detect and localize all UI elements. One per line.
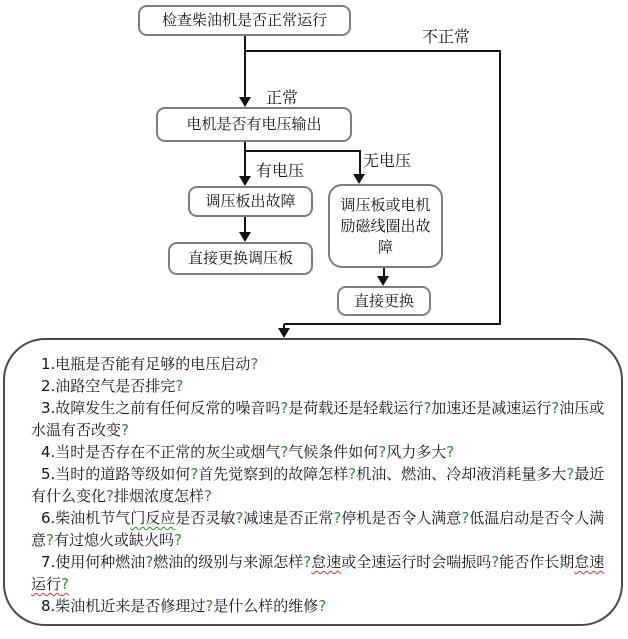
edge-label-abnormal: 不正常 bbox=[422, 27, 471, 46]
questions-list bbox=[31, 353, 609, 617]
question-mark: ? bbox=[204, 487, 212, 505]
question-mark: ? bbox=[378, 443, 387, 461]
question-mark: ? bbox=[235, 509, 244, 527]
node-replace-direct-label: 直接更换 bbox=[353, 291, 414, 310]
spellcheck-squiggle-green: 门反应 bbox=[130, 509, 176, 527]
question-mark: ? bbox=[551, 399, 560, 417]
arrow-down-icon bbox=[353, 174, 365, 184]
connector-voltage-to-regulator bbox=[244, 142, 246, 178]
question-item: 4.当时是否存在不正常的灰尘或烟气?气候条件如何?风力多大? bbox=[41, 443, 455, 461]
question-mark: ? bbox=[190, 465, 199, 483]
arrow-down-icon bbox=[239, 176, 251, 186]
connector-abnormal-horizontal bbox=[244, 50, 501, 52]
question-mark: ? bbox=[250, 355, 259, 373]
node-replace-regulator-label: 直接更换调压板 bbox=[187, 249, 293, 267]
question-mark: ? bbox=[318, 597, 327, 615]
edge-label-has-voltage: 有电压 bbox=[256, 161, 305, 180]
question-mark: ? bbox=[280, 399, 289, 417]
question-item: 5.当时的道路等级如何?首先觉察到的故障怎样?机油、燃油、冷却液消耗量多大?最近有什么变化?排烟浓度怎样? bbox=[31, 465, 605, 505]
connector-abnormal-vertical bbox=[499, 50, 501, 325]
arrow-down-icon bbox=[278, 328, 290, 338]
question-item: 1.电瓶是否能有足够的电压启动? bbox=[41, 355, 259, 373]
connector-voltage-branch bbox=[244, 150, 361, 152]
question-mark: ? bbox=[46, 531, 54, 549]
question-mark: ? bbox=[145, 553, 154, 571]
question-mark: ? bbox=[491, 553, 500, 571]
node-voltage-output-label: 电机是否有电压输出 bbox=[186, 115, 322, 133]
node-regulator-fault-label: 调压板出故障 bbox=[205, 192, 296, 210]
question-item: 2.油路空气是否排完? bbox=[41, 377, 184, 395]
node-replace-direct bbox=[337, 286, 431, 316]
arrow-down-icon bbox=[239, 232, 251, 242]
questions-panel bbox=[3, 338, 623, 626]
edge-label-no-voltage: 无电压 bbox=[363, 151, 412, 170]
question-mark: ? bbox=[280, 443, 289, 461]
question-mark: ? bbox=[348, 465, 357, 483]
question-mark: ? bbox=[566, 465, 575, 483]
connector-abnormal-bottom bbox=[284, 323, 501, 325]
edge-label-normal: 正常 bbox=[266, 88, 299, 107]
question-item: 6.柴油机节气门反应是否灵敏?减速是否正常?停机是否令人满意?低温启动是否令人满意?有过熄火或缺火吗? bbox=[31, 509, 605, 549]
arrow-down-icon bbox=[377, 276, 389, 286]
question-mark: ? bbox=[333, 509, 342, 527]
connector-check-to-voltage bbox=[244, 36, 246, 98]
question-item: 7.使用何种燃油?燃油的级别与来源怎样?怠速或全速运行时会喘振吗?能否作长期怠速运行? bbox=[31, 553, 605, 593]
connector-no-voltage-vertical bbox=[359, 150, 361, 176]
question-mark: ? bbox=[461, 509, 470, 527]
spellcheck-squiggle-red: 怠速运行? bbox=[31, 553, 605, 593]
node-regulator-or-coil-fault bbox=[328, 184, 443, 268]
node-replace-regulator bbox=[168, 242, 313, 275]
node-check-engine-label: 检查柴油机是否正常运行 bbox=[161, 11, 327, 29]
question-mark: ? bbox=[106, 487, 114, 505]
question-item: 8.柴油机近来是否修理过?是什么样的维修? bbox=[41, 597, 327, 615]
question-mark: ? bbox=[61, 575, 69, 593]
question-mark: ? bbox=[174, 531, 182, 549]
spellcheck-squiggle-red: 怠速 bbox=[311, 553, 342, 571]
question-mark: ? bbox=[121, 421, 129, 439]
node-voltage-output bbox=[156, 107, 352, 142]
question-mark: ? bbox=[446, 443, 455, 461]
node-check-engine bbox=[138, 5, 351, 36]
connector-regulator-to-replace bbox=[244, 217, 246, 233]
question-mark: ? bbox=[303, 553, 312, 571]
node-regulator-or-coil-fault-label: 调压板或电机励磁线圈出故障 bbox=[340, 195, 431, 256]
node-regulator-fault bbox=[188, 186, 313, 217]
question-item: 3.故障发生之前有任何反常的噪音吗?是荷载还是轻载运行?加速还是减速运行?油压或水温有否改变? bbox=[31, 399, 605, 439]
question-mark: ? bbox=[175, 377, 184, 395]
arrow-down-icon bbox=[239, 97, 251, 107]
question-mark: ? bbox=[205, 597, 214, 615]
question-mark: ? bbox=[423, 399, 432, 417]
